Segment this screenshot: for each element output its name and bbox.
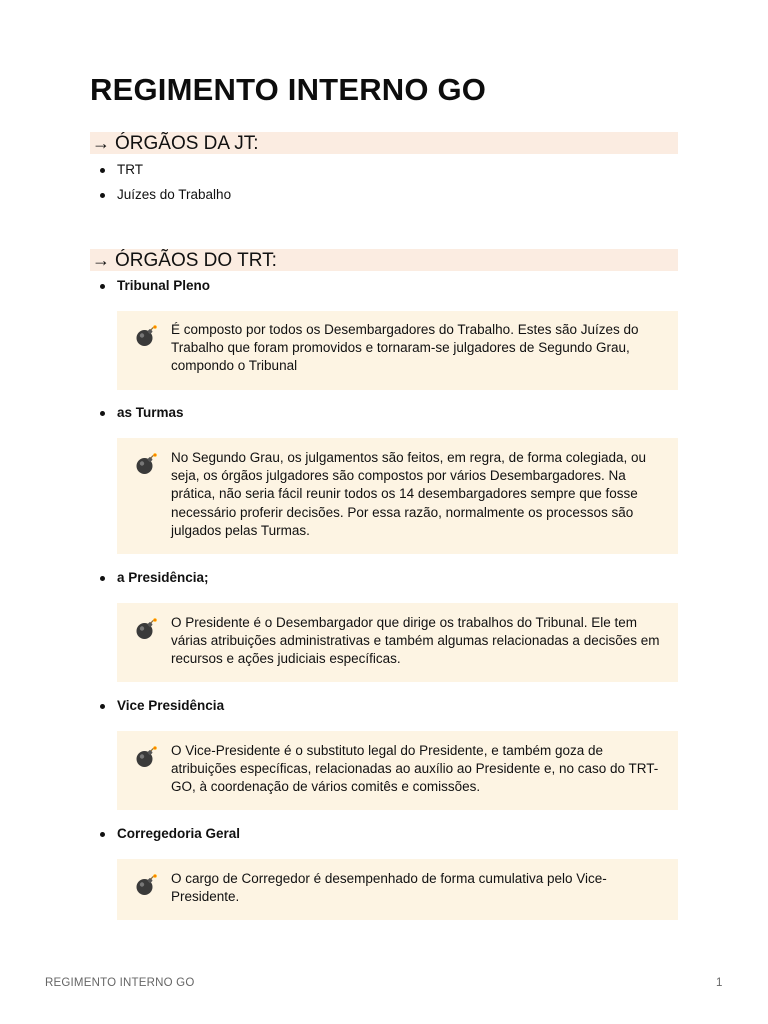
callout-text: O Vice-Presidente é o substituto legal do Presidente, e também goza de atribuições específicas, relacionadas ao auxílio ao Presidente e, no caso do TRT-GO, à coordenação de vários comitês e comissões. [171, 743, 659, 795]
bomb-icon [134, 745, 158, 769]
section-heading-text: ÓRGÃOS DO TRT: [115, 250, 277, 271]
section-heading-orgaos-jt [90, 132, 678, 154]
bullet-icon [100, 704, 105, 709]
bomb-icon [134, 617, 158, 641]
bullet-icon [100, 576, 105, 581]
bullet-icon [100, 168, 105, 173]
section-heading-orgaos-trt [90, 249, 678, 271]
bullet-icon [100, 832, 105, 837]
list-item-text: Juízes do Trabalho [117, 187, 232, 202]
list-item-text: Tribunal Pleno [117, 278, 211, 293]
list-item-text: as Turmas [117, 405, 184, 420]
bullet-icon [100, 411, 105, 416]
section-heading-text: ÓRGÃOS DA JT: [115, 133, 259, 154]
list-item-text: a Presidência; [117, 570, 209, 585]
callout-text: No Segundo Grau, os julgamentos são feitos, em regra, de forma colegiada, ou seja, os órgãos julgadores são compostos por vários Desembargadores. Na prática, não seria fácil reunir todos os 14 desembargadores sempre que fosse necessário proferir decisões. Por essa razão, normalmente os processos são julgados pelas Turmas. [171, 450, 647, 538]
list-item-text: Vice Presidência [117, 698, 225, 713]
callout-box [117, 311, 678, 390]
arrow-icon: → [92, 133, 110, 153]
page-number: 1 [716, 977, 723, 989]
callout-text: O Presidente é o Desembargador que dirige os trabalhos do Tribunal. Ele tem várias atribuições administrativas e também algumas relacionadas a decisões em recursos e ações judiciais específicas. [171, 615, 660, 667]
bullet-icon [100, 193, 105, 198]
callout-box [117, 603, 678, 682]
arrow-icon: → [92, 250, 110, 270]
bomb-icon [134, 873, 158, 897]
callout-text: É composto por todos os Desembargadores do Trabalho. Estes são Juízes do Trabalho que foram promovidos e tornaram-se julgadores de Segundo Grau, compondo o Tribunal [171, 322, 639, 374]
list-item-text: Corregedoria Geral [117, 826, 241, 841]
bomb-icon [134, 452, 158, 476]
callout-box [117, 438, 678, 554]
page-title: REGIMENTO INTERNO GO [90, 72, 487, 107]
list-item-text: TRT [117, 162, 143, 177]
bomb-icon [134, 324, 158, 348]
callout-box [117, 731, 678, 810]
callout-text: O cargo de Corregedor é desempenhado de forma cumulativa pelo Vice-Presidente. [171, 871, 607, 905]
callout-box [117, 859, 678, 920]
footer-title: REGIMENTO INTERNO GO [45, 977, 195, 989]
bullet-icon [100, 284, 105, 289]
